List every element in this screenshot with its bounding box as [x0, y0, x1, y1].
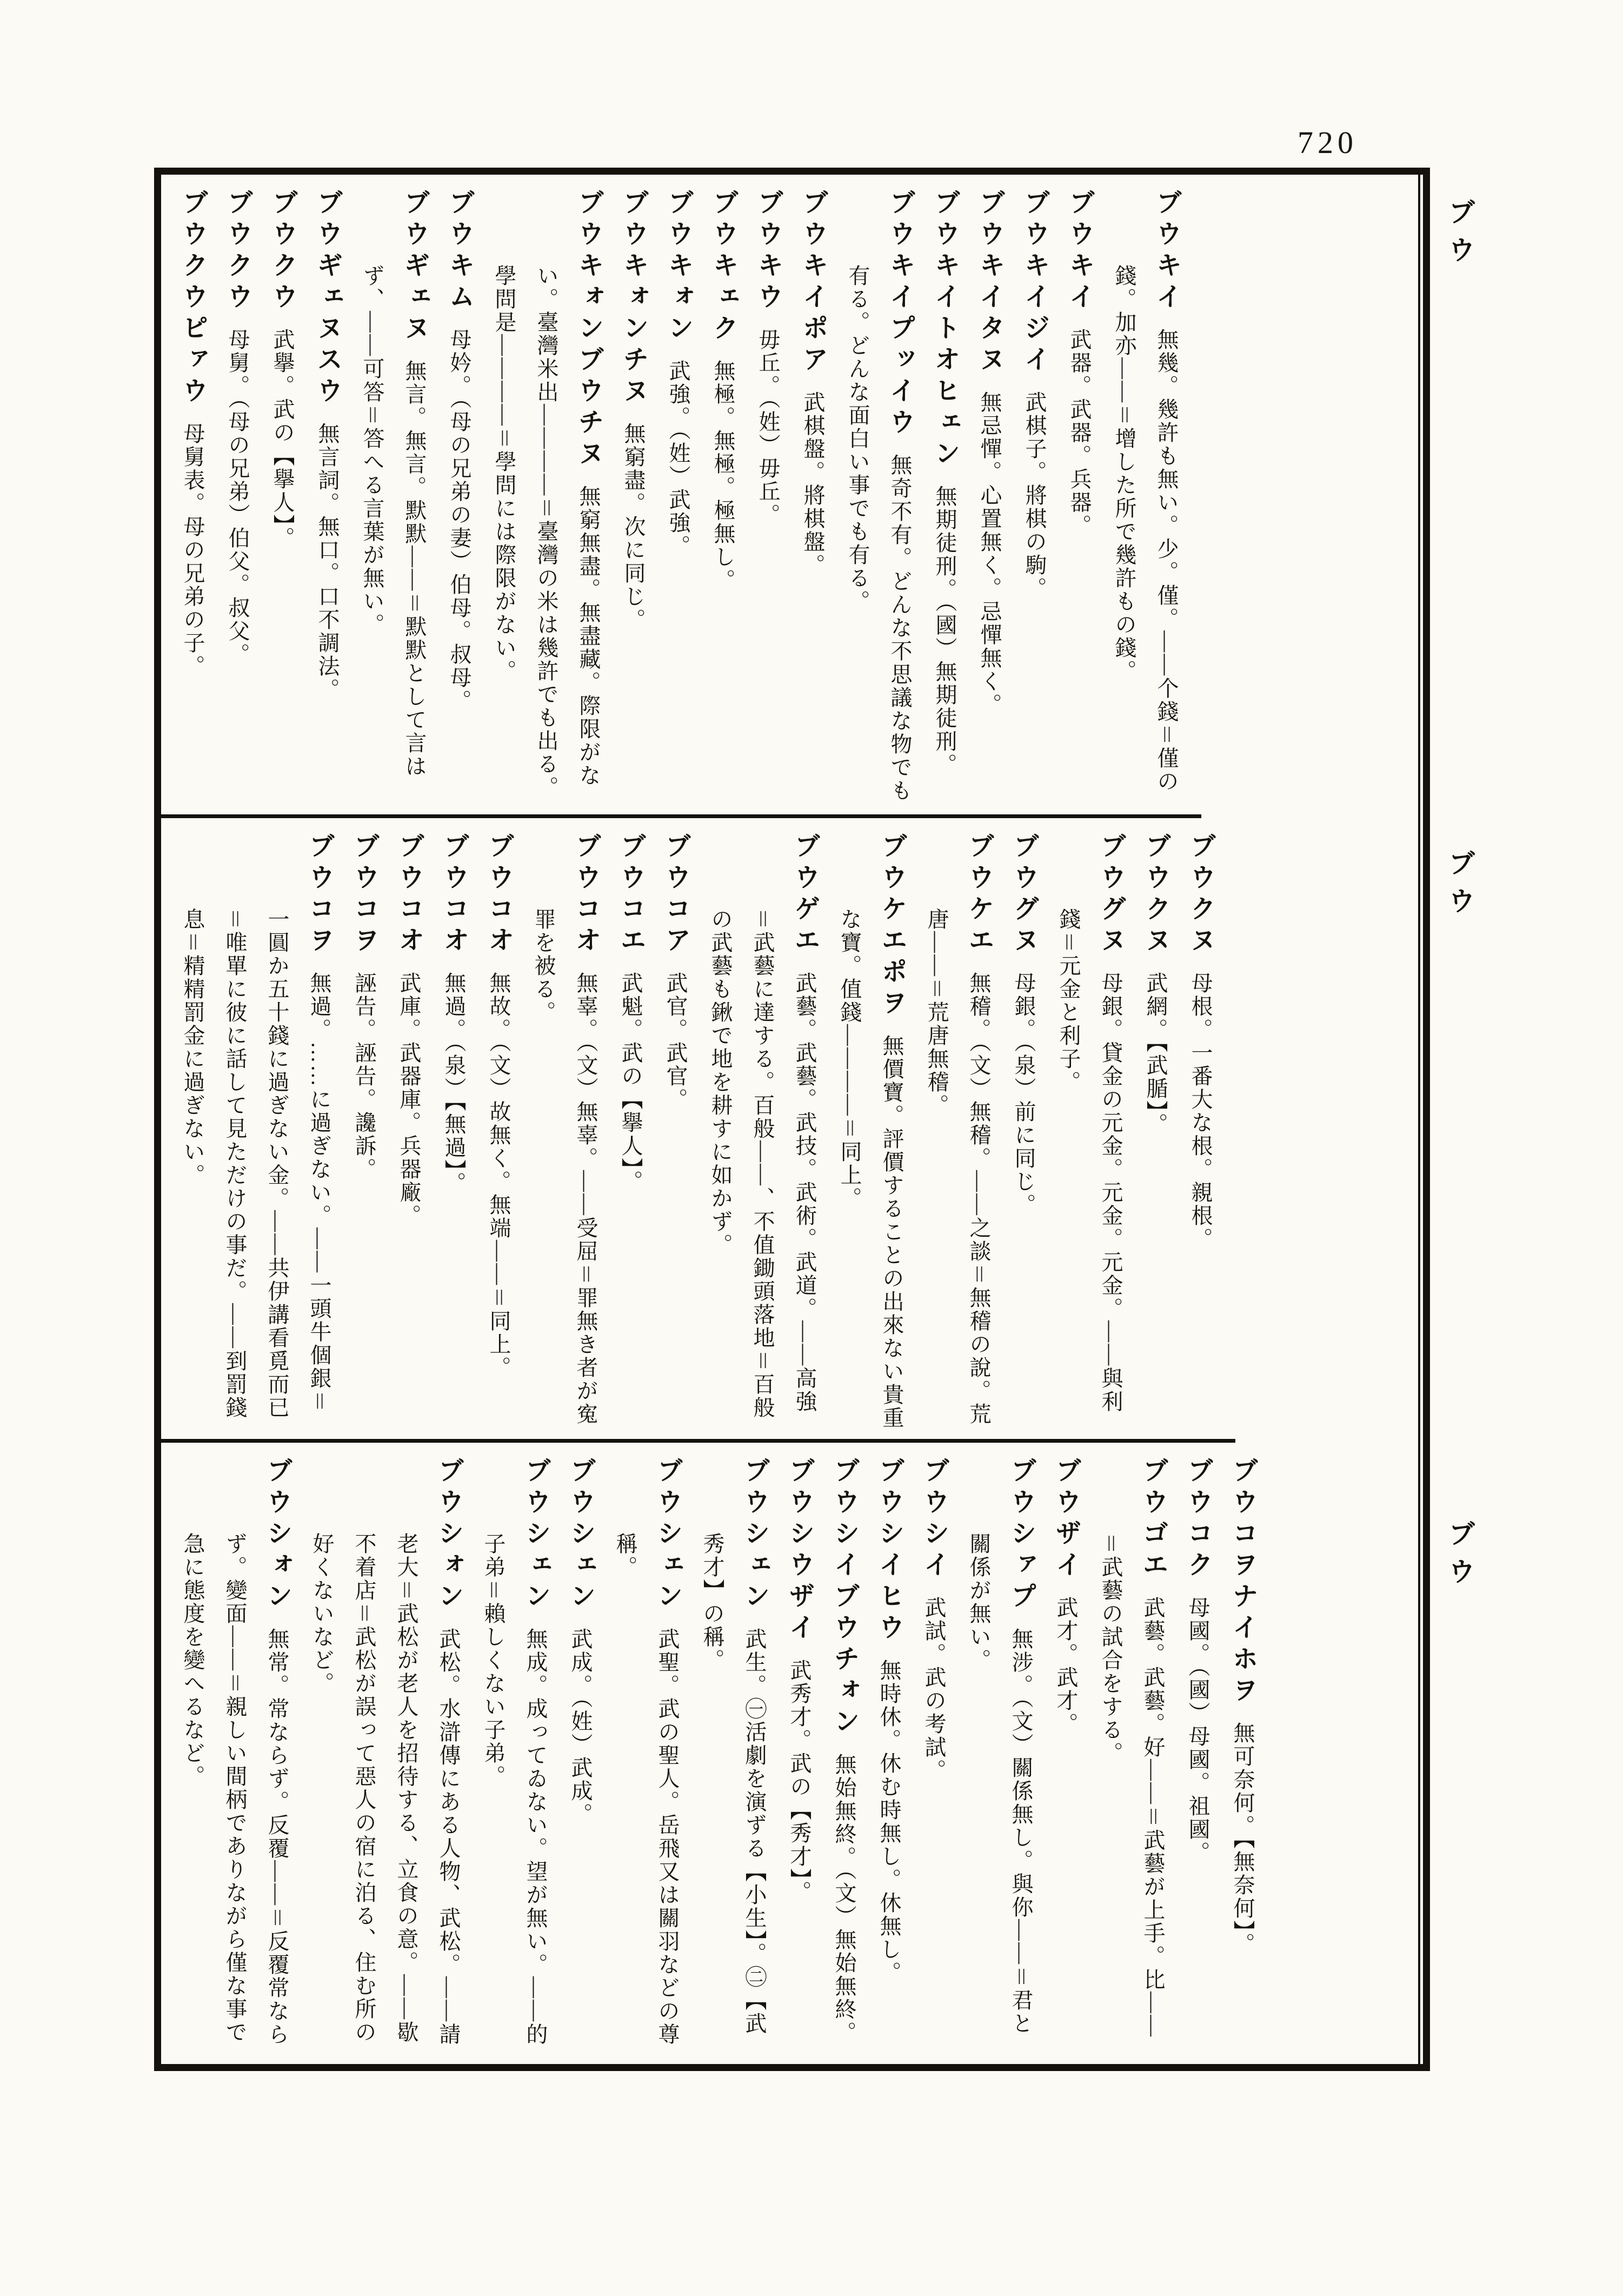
entry-definition: 無涉。（文）關係無し。與你――＝君と關係が無い。: [967, 1532, 1033, 2035]
dictionary-entry: [477, 832, 520, 1431]
entry-headword-kana: ブウキイ: [1152, 189, 1181, 314]
dictionary-entry: [778, 1457, 820, 2049]
entry-definition: 無忌憚。心置無く。忌憚無く。: [977, 391, 1002, 716]
dictionary-entry: [433, 832, 475, 1431]
entry-headword-kana: ブウクヌ: [1141, 832, 1170, 958]
entry-definition: 武擧。武の【擧人】。: [270, 328, 295, 550]
entry-headword-kana: ブウキウ: [754, 189, 782, 314]
entry-headword-kana: ブウシェン: [653, 1457, 682, 1614]
dictionary-section-middle: [161, 818, 1235, 1443]
entry-definition: 無幾。幾許も無い。少。僅。――个錢＝僅の錢。加亦――＝增した所で幾許もの錢。: [1112, 264, 1179, 793]
entry-headword-kana: ブウキイプッイウ: [886, 189, 914, 440]
entry-headword-kana: ブウシイブウチォン: [830, 1457, 859, 1739]
dictionary-entry: [868, 1457, 910, 2049]
dictionary-entry: [1045, 1457, 1087, 2049]
dictionary-entry: [747, 189, 789, 807]
margin-guide-word-3: ブウ: [1445, 1519, 1475, 1595]
entry-definition: 無期徒刑。（國）無期徒刑。: [933, 485, 957, 777]
entry-headword-kana: ブウキイジイ: [1020, 189, 1049, 377]
dictionary-entry: [1103, 189, 1187, 807]
entry-definition: 武秀才。武の【秀才】。: [787, 1659, 812, 1904]
entry-definition: 無言詞。無口。口不調法。: [315, 422, 340, 701]
entry-definition: 母銀。（泉）前に同じ。: [1012, 972, 1036, 1217]
entry-headword-kana: ブウコオ: [484, 832, 513, 958]
entry-definition: 無辜。（文）無辜。――受屈＝罪無き者が寃罪を被る。: [531, 908, 598, 1426]
entry-definition: 武才。武才。: [1054, 1596, 1078, 1736]
dictionary-entry: [654, 832, 696, 1431]
dictionary-entry: [836, 189, 921, 807]
entry-definition: 無言。無言。默默――＝默默として言はず、――可答＝答へる言葉が無い。: [360, 264, 427, 778]
dictionary-entry: [691, 1457, 775, 2049]
entry-headword-kana: ブウクウピァウ: [178, 189, 207, 408]
entry-definition: 武藝。武藝。好――＝武藝が上手。比――＝武藝の試合をする。: [1099, 1532, 1165, 2038]
dictionary-entry: [216, 189, 258, 807]
entry-headword-kana: ブウシイヒウ: [875, 1457, 903, 1645]
entry-definition: 武聖。武の聖人。岳飛又は關羽などの尊稱。: [613, 1532, 680, 2046]
entry-headword-kana: ブウシォン: [263, 1457, 291, 1614]
dictionary-entry: [915, 832, 1000, 1431]
entry-definition: 武庫。武器庫。兵器廠。: [397, 972, 421, 1227]
entry-definition: 無極。無極。極無し。: [711, 360, 735, 592]
entry-headword-kana: ブウシェン: [740, 1457, 769, 1614]
dictionary-section-bottom: [161, 1443, 1278, 2056]
entry-definition: 無奇不有。どんな不思議な物でも有る。どんな面白い事でも有る。: [846, 264, 912, 802]
dictionary-entry: [472, 1457, 556, 2049]
dictionary-entry: [171, 189, 214, 807]
entry-headword-kana: ブウコオ: [440, 832, 468, 958]
dictionary-entry: [261, 189, 303, 807]
dictionary-entry: [1221, 1457, 1263, 2049]
entry-headword-kana: ブウシォン: [434, 1457, 463, 1614]
entry-headword-kana: ブウゴエ: [1139, 1457, 1167, 1582]
entry-definition: 武松。水滸傳にある人物、武松。――請老大＝武松が老人を招待する、立食の意。――歇不着店＝武松が誤って惡人の宿に泊る、住む所の好くないなど。: [310, 1532, 461, 2046]
entry-definition: 武試。武の考試。: [922, 1596, 946, 1782]
entry-headword-kana: ブウコヲ: [350, 832, 378, 958]
entry-definition: 武棋子。將棋の駒。: [1022, 391, 1047, 600]
entry-headword-kana: ブウコヲナイホヲ: [1228, 1457, 1257, 1708]
entry-definition: 無可奈何。【無奈何】。: [1230, 1722, 1255, 1956]
dictionary-entry: [438, 189, 480, 807]
entry-headword-kana: ブウシェン: [521, 1457, 550, 1614]
dictionary-entry: [343, 832, 385, 1431]
entry-headword-kana: ブウクウ: [223, 189, 252, 314]
entry-definition: 母銀。貸金の元金。元金。元金。――與利錢＝元金と利子。: [1056, 908, 1123, 1414]
dictionary-entry: [913, 1457, 955, 2049]
dictionary-entry: [1047, 832, 1132, 1431]
dictionary-entry: [791, 189, 834, 807]
entry-definition: 母舅。（母の兄弟）伯父。叔父。: [225, 328, 250, 666]
margin-guide-word-1: ブウ: [1445, 198, 1475, 274]
dictionary-entry: [612, 189, 654, 807]
entry-definition: 母舅表。母の兄弟の子。: [181, 422, 205, 678]
entry-headword-kana: ブウコオ: [395, 832, 423, 958]
entry-headword-kana: ブウキイ: [1065, 189, 1094, 314]
page-number: 720: [1298, 125, 1358, 160]
entry-definition: 武棋盤。將棋盤。: [801, 391, 825, 577]
dictionary-entry: [1179, 832, 1221, 1431]
entry-headword-kana: ブウシァプ: [1007, 1457, 1035, 1614]
entry-headword-kana: ブウギェヌ: [400, 189, 429, 346]
dictionary-entry: [957, 1457, 1042, 2049]
entry-definition: 武魁。武の【擧人】。: [618, 972, 643, 1193]
entry-headword-kana: ブウクヌ: [1186, 832, 1215, 958]
entry-definition: 無窮無盡。無盡藏。際限がない。臺灣米出――――＝臺灣の米は幾許でも出る。學問是――――＝學問には際限がない。: [492, 264, 601, 799]
entry-definition: 無過。……に過ぎない。――一頭牛個銀＝一圓か五十錢に過ぎない金。――共伊講看覓而已＝唯單に彼に話して見ただけの事だ。――到罰錢息＝精精罰金に過ぎない。: [181, 908, 331, 1419]
entry-definition: 母根。一番大な根。親根。: [1188, 972, 1213, 1251]
entry-headword-kana: ブウコク: [1183, 1457, 1212, 1582]
entry-definition: 無稽。（文）無稽。――之談＝無稽の說。荒唐――＝荒唐無稽。: [924, 908, 991, 1426]
entry-headword-kana: ブウコエ: [616, 832, 645, 958]
entry-definition: 武藝。武藝。武技。武術。武道。――高強＝武藝に達する。百般――、不值鋤頭落地＝百般の武藝も鍬で地を耕すに如かず。: [708, 908, 817, 1419]
entry-definition: 誣告。誣告。讒訴。: [352, 972, 376, 1181]
entry-headword-kana: ブウシイ: [920, 1457, 948, 1582]
entry-headword-kana: ブウケエポヲ: [877, 832, 906, 1020]
content-frame: [154, 168, 1430, 2071]
dictionary-entry: [301, 1457, 469, 2049]
dictionary-entry: [522, 832, 607, 1431]
entry-definition: 無始無終。（文）無始無終。: [832, 1753, 856, 2045]
dictionary-section-top: [161, 175, 1201, 818]
entry-definition: 無時休。休む時無し。休無し。: [877, 1659, 901, 1985]
entry-headword-kana: ブウコア: [661, 832, 690, 958]
dictionary-entry: [1002, 832, 1045, 1431]
entry-headword-kana: ブウシウザイ: [785, 1457, 814, 1645]
entry-definition: 無價寶。評價することの出來ない貴重な寶。值錢――――＝同上。: [837, 908, 904, 1430]
entry-headword-kana: ブウコオ: [571, 832, 600, 958]
dictionary-entry: [823, 1457, 865, 2049]
entry-headword-kana: ブウキォン: [664, 189, 693, 346]
entry-definition: 武強。（姓）武強。: [666, 360, 690, 558]
entry-definition: 無窮盡。次に同じ。: [621, 422, 646, 632]
dictionary-entry: [702, 189, 744, 807]
dictionary-entry: [351, 189, 435, 807]
entry-definition: 武官。武官。: [663, 972, 688, 1111]
dictionary-entry: [923, 189, 966, 807]
entry-headword-kana: ブウキォンチヌ: [619, 189, 648, 408]
entry-headword-kana: ブウキイトオヒェン: [930, 189, 959, 471]
dictionary-entry: [699, 832, 826, 1431]
dictionary-entry: [1089, 1457, 1174, 2049]
entry-headword-kana: ブウクウ: [268, 189, 297, 314]
entry-definition: 武生。㊀活劇を演ずる【小生】。㊁【武秀才】の稱。: [700, 1532, 767, 2035]
entry-headword-kana: ブウグヌ: [1009, 832, 1038, 958]
dictionary-entry: [1134, 832, 1176, 1431]
dictionary-entry: [559, 1457, 601, 2049]
entry-definition: 無過。（泉）【無過】。: [442, 972, 466, 1195]
entry-headword-kana: ブウコヲ: [305, 832, 334, 958]
entry-definition: 無常。常ならず。反覆――＝反覆常ならず。變面――＝親しい間柄でありながら僅な事で急に態度を變へるなど。: [181, 1532, 289, 2046]
entry-definition: 武器。武器。兵器。: [1067, 328, 1092, 537]
entry-headword-kana: ブウシェン: [566, 1457, 595, 1614]
dictionary-entry: [1058, 189, 1100, 807]
entry-definition: 毋丘。（姓）毋丘。: [756, 328, 780, 527]
entry-definition: 武網。【武腯】。: [1143, 972, 1168, 1136]
entry-headword-kana: ブウギェヌスウ: [313, 189, 342, 408]
dictionary-entry: [657, 189, 699, 807]
dictionary-entry: [171, 1457, 298, 2049]
dictionary-entry: [604, 1457, 688, 2049]
dictionary-entry: [388, 832, 430, 1431]
entry-headword-kana: ブウザイ: [1052, 1457, 1080, 1582]
entry-definition: 無成。成ってゐない。望が無い。――的子弟＝賴しくない子弟。: [481, 1532, 548, 2046]
entry-headword-kana: ブウキェク: [709, 189, 737, 346]
entry-headword-kana: ブウキォンブウチヌ: [574, 189, 603, 471]
dictionary-entry: [609, 832, 651, 1431]
entry-definition: 母妗。（母の兄弟の妻）伯母。叔母。: [447, 328, 471, 713]
entry-headword-kana: ブウケエ: [965, 832, 993, 958]
entry-headword-kana: ブウキイタヌ: [975, 189, 1004, 377]
dictionary-entry: [1176, 1457, 1219, 2049]
entry-definition: 武成。（姓）武成。: [568, 1628, 593, 1826]
entry-headword-kana: ブウキイポア: [799, 189, 827, 377]
margin-guide-word-2: ブウ: [1445, 849, 1475, 925]
dictionary-entry: [171, 832, 340, 1431]
entry-headword-kana: ブウキム: [445, 189, 474, 314]
dictionary-entry: [968, 189, 1010, 807]
entry-definition: 母國。（國）母國。祖國。: [1186, 1596, 1210, 1864]
dictionary-entry: [1013, 189, 1055, 807]
dictionary-entry: [483, 189, 609, 807]
dictionary-entry: [828, 832, 913, 1431]
entry-headword-kana: ブウグヌ: [1096, 832, 1125, 958]
entry-headword-kana: ブウゲエ: [790, 832, 819, 958]
entry-definition: 無故。（文）故無く。無端――＝同上。: [487, 972, 511, 1379]
dictionary-entry: [306, 189, 348, 807]
